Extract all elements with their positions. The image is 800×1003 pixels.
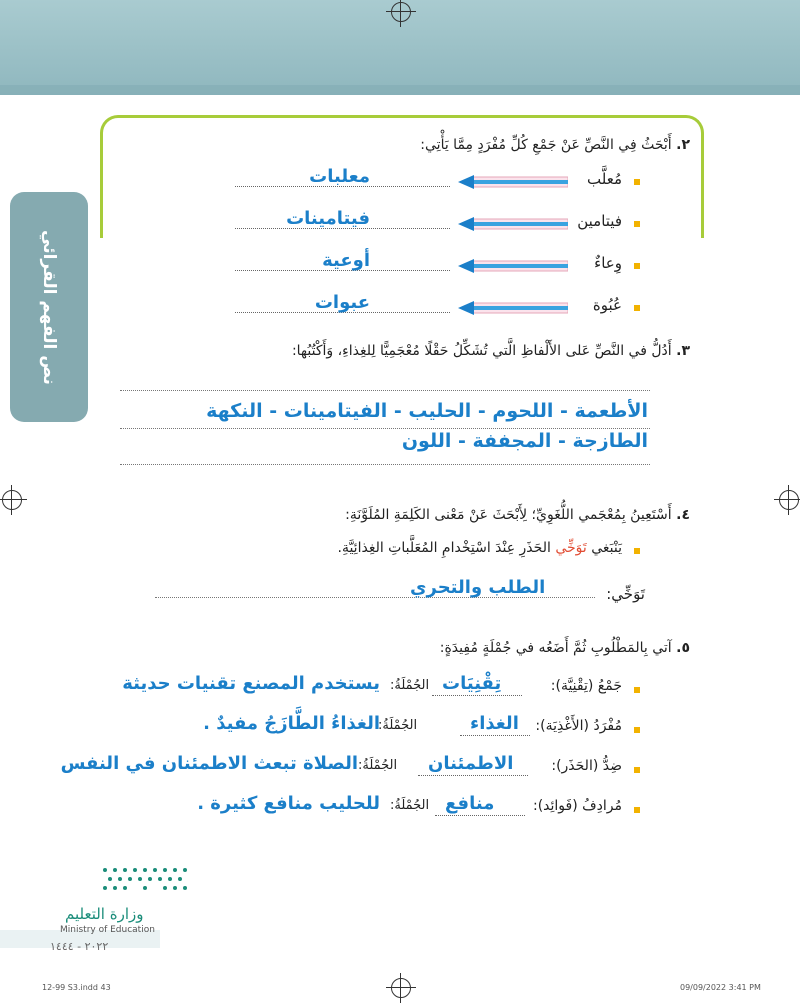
sentence-label: الجُمْلَةُ: [378,718,418,733]
question-number: ٣. [676,343,690,359]
arrow-left-icon [458,259,568,273]
sentence-label: الجُمْلَةُ: [358,758,398,773]
plural-answer: فيتامينات [286,208,370,229]
sentence-label: الجُمْلَةُ: [390,678,430,693]
question-prompt: آتي بِالمَطْلُوبِ ثُمَّ أَضَعُه في جُمْلَةٍ مُفِيدَةٍ: [439,640,672,656]
ministry-name: وزارة التعليم [65,905,144,923]
answer-line [418,775,528,776]
registration-mark-icon [391,978,411,998]
bullet-icon [634,305,640,311]
bullet-icon [634,179,640,185]
side-tab [10,192,88,422]
bullet-icon [634,807,640,813]
sentence-answer: الغذاءُ الطَّازَجُ مفيدٌ . [203,713,380,734]
singular-word: فيتامين [577,212,622,230]
bullet-icon [634,263,640,269]
footer-date: 09/09/2022 3:41 PM [680,983,761,992]
bullet-icon [634,687,640,693]
task-prompt: جَمْعُ (تِقْنِيَّة): [550,678,622,694]
bullet-icon [634,548,640,554]
sentence-answer: للحليب منافع كثيرة . [197,793,380,814]
registration-mark-icon [2,490,22,510]
registration-mark-icon [391,2,411,22]
task-prompt: ضِدُّ (الحَذَر): [551,758,622,774]
task-answer: الغذاء [470,713,519,734]
question-number: ٥. [676,640,690,656]
task-answer: منافع [445,793,495,814]
sentence-part: يَنْبَغي [591,540,622,556]
question-number: ٤. [676,507,690,523]
bullet-icon [634,767,640,773]
answer-line [120,428,650,429]
question-prompt: أَسْتَعِينُ بِمُعْجَمي اللُّغَوِيِّ؛ لِأَبْحَثَ عَنْ مَعْنى الكَلِمَةِ المُلَوَّنَةِ: [345,507,672,523]
footer-file: 12-99 S3.indd 43 [42,983,111,992]
plural-answer: أوعية [322,250,370,271]
question-5 [440,640,690,656]
plural-answer: معلبات [309,166,370,187]
registration-mark-icon [779,490,799,510]
sentence-part: الحَذَرِ عِنْدَ اسْتِخْدامِ المُعَلَّباتِ الغِذائِيَّةِ. [337,540,551,556]
task-prompt: مُرادِفُ (فَوائِد): [532,798,622,814]
task-prompt: مُفْرَدُ (الأَغْذِيَة): [535,718,622,734]
question-number: ٢. [676,137,690,153]
singular-word: عُبُوة [592,296,622,314]
ministry-logo-icon [100,865,190,895]
sentence-answer: الصلاة تبعث الاطمئنان في النفس [60,753,358,774]
bullet-icon [634,221,640,227]
answer-line [120,464,650,465]
side-tab-label: نص الفهم القرائي [39,229,59,385]
task-answer: تِقْنِيَات [442,673,502,694]
singular-word: وِعاءٌ [594,254,622,272]
plural-answer: عبوات [314,292,370,313]
page-number: ٢٠٢٢ - ١٤٤٤ [50,940,109,953]
answer-text: الطازجة - المجففة - اللون [401,430,648,452]
ministry-name-english: Ministry of Education [60,925,155,935]
bullet-icon [634,727,640,733]
answer-line [120,390,650,391]
arrow-left-icon [458,217,568,231]
question-2 [420,137,690,153]
sentence-label: الجُمْلَةُ: [390,798,430,813]
question-prompt: أَبْحَثُ فِي النَّصِّ عَنْ جَمْعِ كُلِّ مُفْرَدٍ مِمَّا يَأْتِي: [420,137,672,153]
answer-line [432,695,522,696]
question-3 [292,343,690,359]
task-answer: الاطمئنان [428,753,514,774]
arrow-left-icon [458,175,568,189]
answer-text: الطلب والتحري [410,577,546,598]
answer-line [460,735,530,736]
singular-word: مُعلَّب [587,170,622,188]
arrow-left-icon [458,301,568,315]
question-prompt: أَدُلُّ في النَّصِّ عَلى الأَلْفاظِ الَّتي تُشَكِّلُ حَقْلًا مُعْجَمِيًّا لِلغِذاءِ، وَأَكْتُبُها: [291,343,672,359]
highlighted-word: تَوَخِّي [555,540,587,556]
term-label: تَوَخِّي: [606,585,645,603]
answer-line [435,815,525,816]
example-sentence [338,540,623,556]
sentence-answer: يستخدم المصنع تقنيات حديثة [122,673,380,694]
question-4 [345,507,690,523]
answer-text: الأطعمة - اللحوم - الحليب - الفيتامينات - النكهة [206,400,648,422]
